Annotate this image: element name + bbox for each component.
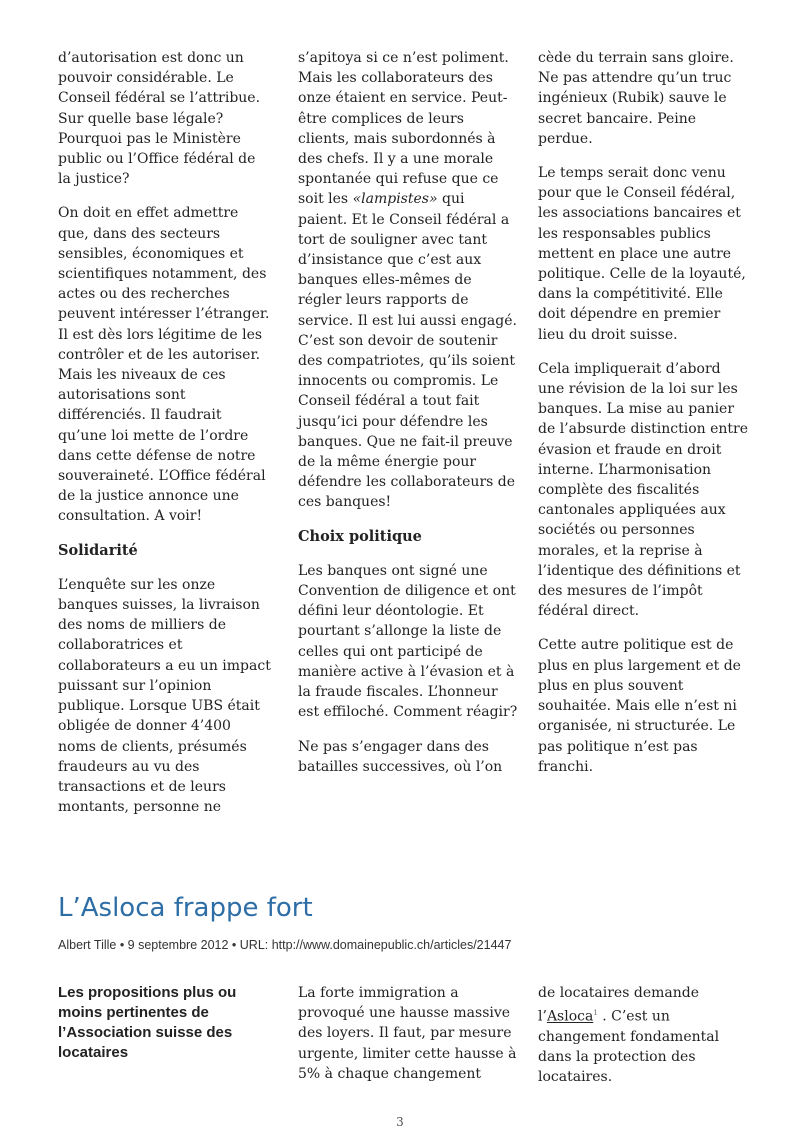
asloca-link[interactable]: Asloca xyxy=(546,1008,594,1025)
paragraph: On doit en effet admettre que, dans des secteurs sensibles, économiques et scientifiques notamment, des actes ou des recherches peuvent intéresser l’étranger. Il est dès lors légitime de les contrôler et de les autoriser. Mais les niveaux de ces autorisations sont différenciés. Il faudrait qu’une loi mette de l’ordre dans cette défense de notre souveraineté. L’Office fédéral de la justice annonce une consultation. A voir! xyxy=(58,205,270,525)
article-column-3 xyxy=(538,48,748,791)
paragraph: L’enquête sur les onze banques suisses, la livraison des noms de milliers de collaboratrices et collaborateurs a eu un impact puissant sur l’opinion publique. Lorsque UBS était obligée de donner 4’400 noms de clients, présumés fraudeurs au vu des transactions et de leurs montants, personne ne xyxy=(58,576,271,816)
page-number: 3 xyxy=(396,1115,404,1129)
paragraph: d’autorisation est donc un pouvoir considérable. Le Conseil fédéral se l’attribue. Sur quelle base légale? Pourquoi pas le Ministère public ou l’Office fédéral de la justice? xyxy=(58,50,261,188)
article-column-2 xyxy=(298,48,518,791)
paragraph xyxy=(298,48,518,513)
article-lead: Les propositions plus ou moins pertinentes de l’Association suisse des locataires xyxy=(58,984,237,1061)
emphasis-text: «lampistes» xyxy=(352,191,438,208)
section-heading-choix-politique: Choix politique xyxy=(298,527,422,545)
article-column-1 xyxy=(58,48,272,831)
footnote-marker[interactable]: 1 xyxy=(593,1009,598,1018)
paragraph: Cette autre politique est de plus en plus largement et de plus en plus souvent souhaitée. Mais elle n’est ni organisée, ni structurée. Le pas politique n’est pas franchi. xyxy=(538,637,741,775)
paragraph: cède du terrain sans gloire. Ne pas attendre qu’un truc ingénieux (Rubik) sauve le secret bancaire. Peine perdue. xyxy=(538,50,734,147)
article-byline: Albert Tille • 9 septembre 2012 • URL: http://www.domainepublic.ch/articles/21447 xyxy=(58,938,512,952)
text-run: qui paient. Et le Conseil fédéral a tort de souligner avec tant d’insistance que c’est aux banques elles-mêmes de régler leurs rapports de service. Il est lui aussi engagé. C’est son devoir de soutenir des compatriotes, qu’ils soient innocents ou compromis. Le Conseil fédéral a tout fait jusqu’ici pour défendre les banques. Que ne fait-il preuve de la même énergie pour défendre les collaborateurs de ces banques! xyxy=(298,191,517,511)
text-run: s’apitoya si ce n’est poliment. Mais les collaborateurs des onze étaient en service. Peut-être complices de leurs clients, mais subordonnés à des chefs. Il y a une morale spontanée qui refuse que ce soit les xyxy=(298,50,509,208)
article-title: L’Asloca frappe fort xyxy=(58,893,313,923)
text-run: de locataires demande l’ xyxy=(538,985,699,1025)
paragraph: Cela impliquerait d’abord une révision de la loi sur les banques. La mise au panier de l’absurde distinction entre évasion et fraude en droit interne. L’harmonisation complète des fiscalités cantonales appliquées aux sociétés ou personnes morales, et la reprise à l’identique des définitions et des mesures de l’impôt fédéral direct. xyxy=(538,360,749,620)
paragraph: Le temps serait donc venu pour que le Conseil fédéral, les associations bancaires et les responsables publics mettent en place une autre politique. Celle de la loyauté, dans la compétitivité. Elle doit dépendre en premier lieu du droit suisse. xyxy=(538,165,746,343)
paragraph: Ne pas s’engager dans des batailles successives, où l’on xyxy=(298,738,503,775)
article2-column-3 xyxy=(538,983,748,1088)
paragraph: Les banques ont signé une Convention de diligence et ont défini leur déontologie. Et pourtant s’allonge la liste de celles qui ont participé de manière active à l’évasion et à la fraude fiscales. L’honneur est effiloché. Comment réagir? xyxy=(298,562,518,721)
section-heading-solidarite: Solidarité xyxy=(58,541,138,559)
text-run: . C’est un changement fondamental dans la protection des locataires. xyxy=(538,1008,720,1086)
article2-column-2: La forte immigration a provoqué une hausse massive des loyers. Il faut, par mesure urgente, limiter cette hausse à 5% à chaque changement xyxy=(298,985,517,1082)
